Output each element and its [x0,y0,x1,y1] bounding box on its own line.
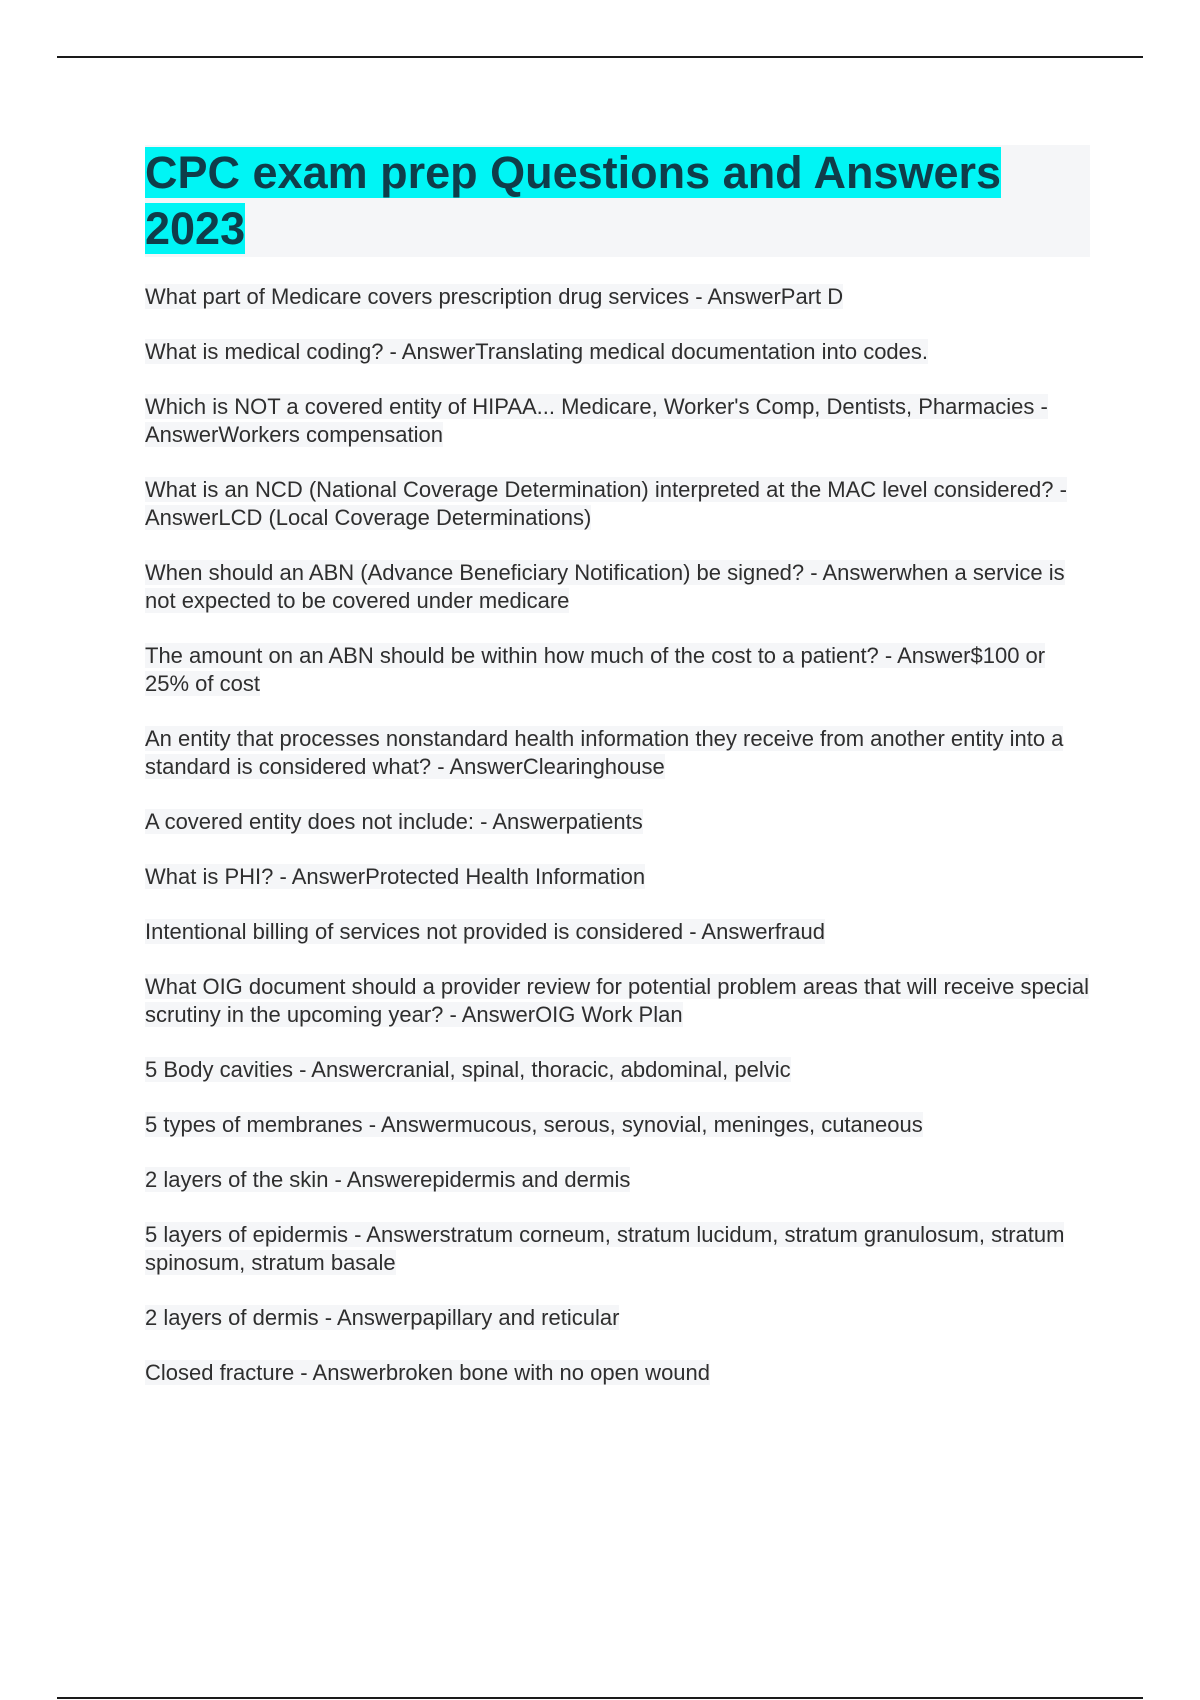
bottom-rule [57,1697,1143,1699]
top-rule [57,56,1143,58]
page-title [145,145,1090,257]
qa-list [145,283,1090,1414]
qa-text: An entity that processes nonstandard health information they receive from another entity into a standard is considered what? - AnswerClearinghouse [145,726,1064,779]
qa-text: A covered entity does not include: - Answerpatients [145,809,643,834]
title-line-2: 2023 [145,203,246,254]
title-block [145,145,1090,257]
qa-item [145,1359,1090,1387]
qa-item [145,1221,1090,1277]
qa-item [145,559,1090,615]
qa-item [145,1056,1090,1084]
qa-text: 2 layers of the skin - Answerepidermis and dermis [145,1167,631,1192]
qa-item [145,863,1090,891]
qa-text: 5 layers of epidermis - Answerstratum corneum, stratum lucidum, stratum granulosum, stratum spinosum, stratum basale [145,1222,1065,1275]
qa-text: What is PHI? - AnswerProtected Health Information [145,864,646,889]
qa-item [145,1166,1090,1194]
qa-item [145,283,1090,311]
qa-item [145,642,1090,698]
qa-item [145,808,1090,836]
qa-item [145,918,1090,946]
qa-text: When should an ABN (Advance Beneficiary Notification) be signed? - Answerwhen a service is not expected to be covered under medicare [145,560,1065,613]
qa-text: The amount on an ABN should be within how much of the cost to a patient? - Answer$100 or 25% of cost [145,643,1046,696]
qa-item [145,725,1090,781]
qa-text: Closed fracture - Answerbroken bone with no open wound [145,1360,711,1385]
title-line-1: CPC exam prep Questions and Answers [145,147,1002,198]
qa-text: 2 layers of dermis - Answerpapillary and reticular [145,1305,620,1330]
qa-text: What part of Medicare covers prescription drug services - AnswerPart D [145,284,844,309]
qa-text: Which is NOT a covered entity of HIPAA... Medicare, Worker's Comp, Dentists, Pharmacies - AnswerWorkers compensation [145,394,1048,447]
qa-text: Intentional billing of services not provided is considered - Answerfraud [145,919,825,944]
qa-item [145,393,1090,449]
qa-text: What is medical coding? - AnswerTranslating medical documentation into codes. [145,339,929,364]
qa-item [145,1304,1090,1332]
qa-text: What OIG document should a provider review for potential problem areas that will receive special scrutiny in the upcoming year? - AnswerOIG Work Plan [145,974,1090,1027]
qa-text: What is an NCD (National Coverage Determination) interpreted at the MAC level considered? - AnswerLCD (Local Coverage Determinations) [145,477,1067,530]
qa-item [145,476,1090,532]
qa-text: 5 types of membranes - Answermucous, serous, synovial, meninges, cutaneous [145,1112,923,1137]
qa-item [145,338,1090,366]
qa-text: 5 Body cavities - Answercranial, spinal, thoracic, abdominal, pelvic [145,1057,791,1082]
qa-item [145,1111,1090,1139]
qa-item [145,973,1090,1029]
